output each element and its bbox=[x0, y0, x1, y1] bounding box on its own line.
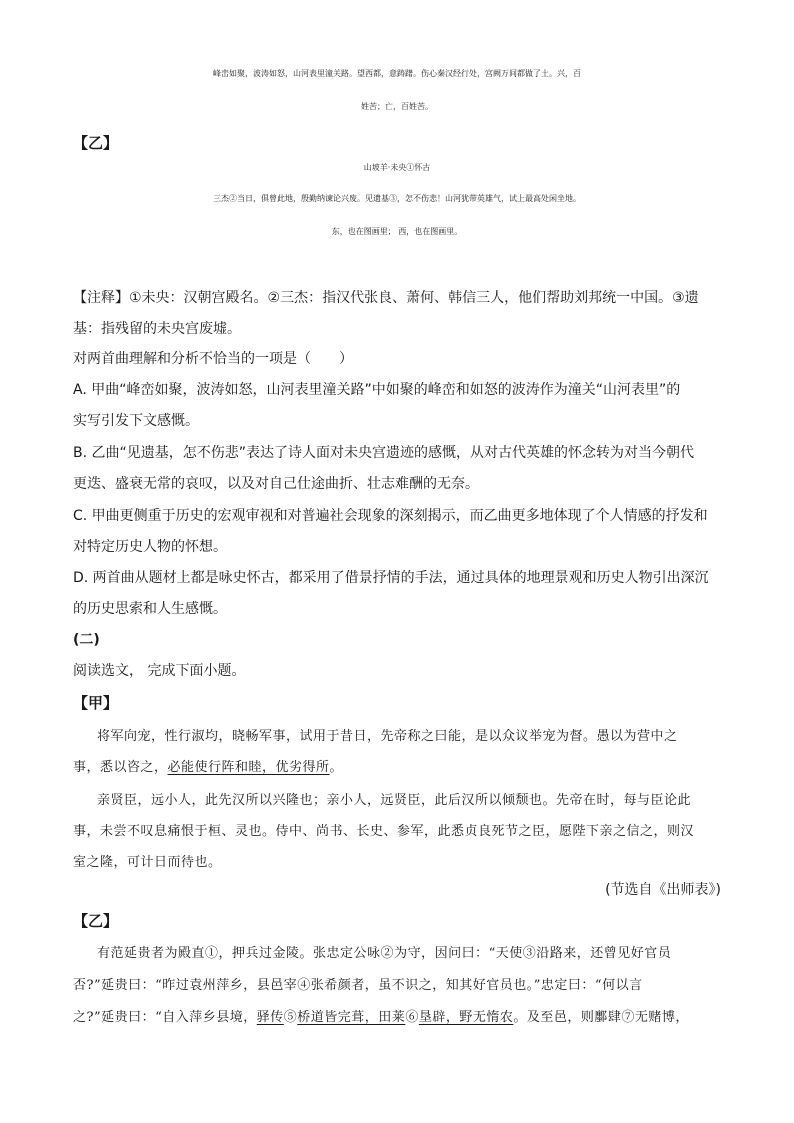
option-d-line-2: 的历史思索和人生感慨。 bbox=[73, 601, 227, 617]
option-b-line-2: 更迭、盛衰无常的哀叹，以及对自己仕途曲折、壮志难酬的无奈。 bbox=[73, 476, 479, 492]
passage-text: 为守，因问曰：“天使 bbox=[394, 946, 523, 961]
option-b-line-1: B. 乙曲“见遗基，怎不伤悲”表达了诗人面对未央宫遗迹的感慨，从对古代英雄的怀念转为对当今朝代 bbox=[73, 445, 695, 461]
underlined-sentence: 必能使行阵和睦，优劣得所 bbox=[167, 760, 330, 775]
footnote-marker: ③ bbox=[389, 194, 397, 203]
poem-b-line-2: 东，也在图画里； 西，也在图画里。 bbox=[331, 227, 463, 236]
passage-a-source: (节选自《出师表》) bbox=[605, 882, 721, 898]
footnote-marker: ⑤ bbox=[283, 1010, 298, 1025]
section-jia-label: 【甲】 bbox=[73, 694, 119, 712]
section-yi2-label: 【乙】 bbox=[73, 912, 119, 930]
passage-text: 。及至邑，则鄽肆 bbox=[513, 1010, 622, 1025]
poem-b-line-1 bbox=[0, 193, 794, 204]
passage-b-line-1 bbox=[97, 942, 671, 961]
poem-b-title bbox=[0, 162, 794, 173]
notes-line-2: 基：指残留的未央宫废墟。 bbox=[73, 321, 241, 337]
passage-text: ，押兵过金陵。张忠定公咏 bbox=[218, 946, 381, 961]
passage-a-p1-line-2 bbox=[73, 756, 343, 775]
notes-line-1: 【注释】①未央：汉朝宫殿名。②三杰：指汉代张良、萧何、韩信三人，他们帮助刘邦统一中国。③遗 bbox=[73, 290, 699, 306]
passage-text: 否?”延贵曰：“昨过袁州萍乡，县邑宰 bbox=[73, 978, 298, 993]
passage-text: 张希颜者，虽不识之，知其好官员也。”忠定曰：“何以言 bbox=[310, 978, 643, 993]
option-c-line-1: C. 甲曲更侧重于历史的宏观审视和对普遍社会现象的深刻揭示，而乙曲更多地体现了个人情感的抒发和 bbox=[73, 508, 708, 524]
poem-a-line-2: 姓苦；亡，百姓苦。 bbox=[361, 102, 433, 111]
footnote-marker: ② bbox=[229, 194, 237, 203]
poem-b-title-text-end: 怀古 bbox=[414, 163, 431, 172]
poem-b-title-text: 山坡羊·未央 bbox=[363, 163, 407, 172]
underlined-text: 桥道皆完葺，田莱 bbox=[297, 1010, 406, 1025]
underlined-text: 垦辟，野无惰农 bbox=[418, 1010, 514, 1025]
option-a-line-2: 实写引发下文感慨。 bbox=[73, 413, 199, 429]
passage-a-p1-line-1: 将军向宠，性行淑均，晓畅军事，试用于昔日，先帝称之曰能，是以众议举宠为督。愚以为营中之 bbox=[97, 729, 678, 744]
underlined-text: 驿传 bbox=[256, 1010, 284, 1025]
footnote-marker: ① bbox=[406, 163, 415, 172]
option-a-line-1: A. 甲曲“峰峦如聚，波涛如怒，山河表里潼关路”中如聚的峰峦和如怒的波涛作为潼关“山河表里”的 bbox=[73, 382, 681, 398]
section-yi-label: 【乙】 bbox=[73, 134, 119, 152]
poem-text: ，怎不伤悲！山河犹带英雄气，试上最高处闲坐地。 bbox=[397, 194, 581, 203]
passage-b-line-2 bbox=[73, 974, 643, 993]
footnote-marker: ⑦ bbox=[621, 1010, 635, 1025]
option-c-line-2: 对特定历史人物的怀想。 bbox=[73, 539, 227, 555]
footnote-marker: ① bbox=[205, 946, 219, 961]
passage-text: 无赌博， bbox=[634, 1010, 689, 1025]
passage-b-line-3 bbox=[73, 1006, 689, 1025]
part-two-heading: (二) bbox=[73, 632, 100, 648]
footnote-marker: ② bbox=[380, 946, 395, 961]
passage-text: 。 bbox=[329, 760, 344, 775]
question-stem: 对两首曲理解和分析不恰当的一项是（ ） bbox=[73, 351, 353, 367]
passage-text: 有范延贵者为殿直 bbox=[97, 946, 206, 961]
passage-a-p2-line-2: 事，未尝不叹息痛恨于桓、灵也。侍中、尚书、长史、参军，此悉贞良死节之臣，愿陛下亲之信之，则汉 bbox=[73, 824, 695, 839]
poem-text: 三杰 bbox=[213, 194, 229, 203]
poem-text: 当日，俱曾此地，殷勤纳谏论兴废。见遗基 bbox=[237, 194, 389, 203]
passage-a-p2-line-1: 亲贤臣，远小人，此先汉所以兴隆也；亲小人，远贤臣，此后汉所以倾颓也。先帝在时，每与臣论此 bbox=[97, 793, 692, 808]
passage-a-p2-line-3: 室之隆，可计日而待也。 bbox=[73, 855, 222, 870]
poem-a-line-1: 峰峦如聚，波涛如怒，山河表里潼关路。望西都，意踌躇。伤心秦汉经行处，宫阙万间都做了土。兴，百 bbox=[213, 69, 581, 78]
passage-text: 沿路来，还曾见好官员 bbox=[536, 946, 672, 961]
passage-text: 之?”延贵曰：“自入萍乡县境， bbox=[73, 1010, 257, 1025]
footnote-marker: ⑥ bbox=[405, 1010, 419, 1025]
option-d-line-1: D. 两首曲从题材上都是咏史怀古，都采用了借景抒情的手法，通过具体的地理景观和历史人物引出深沉 bbox=[73, 570, 709, 586]
passage-text: 事，悉以咨之， bbox=[73, 760, 168, 775]
footnote-marker: ③ bbox=[522, 946, 537, 961]
reading-instruction: 阅读选文， 完成下面小题。 bbox=[73, 663, 246, 679]
footnote-marker: ④ bbox=[297, 978, 311, 993]
